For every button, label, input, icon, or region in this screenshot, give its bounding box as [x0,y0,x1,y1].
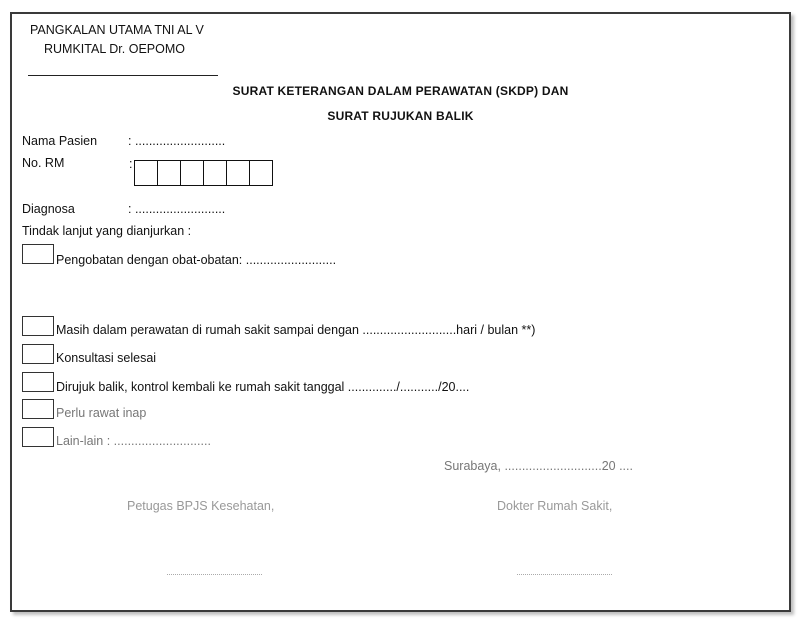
lain-lain-checkbox[interactable] [22,427,54,447]
rm-digit-box[interactable] [250,161,272,185]
dirujuk-checkbox[interactable] [22,372,54,392]
place-date-line: Surabaya, ............................20 .... [444,459,633,473]
dokter-signature-label: Dokter Rumah Sakit, [497,499,613,513]
no-rm-label: No. RM [22,156,65,170]
rawat-inap-option: Perlu rawat inap [56,406,147,420]
header-divider [28,75,218,76]
pengobatan-checkbox[interactable] [22,244,54,264]
rm-digit-box[interactable] [227,161,250,185]
petugas-signature-label: Petugas BPJS Kesehatan, [127,499,275,513]
pengobatan-option: Pengobatan dengan obat-obatan: .......................... [56,253,337,267]
masih-perawatan-checkbox[interactable] [22,316,54,336]
rm-digit-box[interactable] [135,161,158,185]
skdp-form-sheet [10,12,791,612]
nama-pasien-field[interactable]: : .......................... [128,134,226,148]
lain-lain-option: Lain-lain : ............................ [56,434,211,448]
form-title-line1: SURAT KETERANGAN DALAM PERAWATAN (SKDP) DAN [232,84,569,98]
tindak-lanjut-label: Tindak lanjut yang dianjurkan : [22,224,192,238]
no-rm-boxes[interactable] [134,160,273,186]
dokter-signature-line [517,574,612,575]
petugas-signature-line [167,574,262,575]
diagnosa-label: Diagnosa [22,202,75,216]
form-title-line2: SURAT RUJUKAN BALIK [327,109,474,123]
rm-digit-box[interactable] [181,161,204,185]
no-rm-colon: : [129,157,133,171]
header-institution: PANGKALAN UTAMA TNI AL V [30,23,204,37]
masih-perawatan-option: Masih dalam perawatan di rumah sakit sampai dengan ...........................hari / bulan **) [56,323,536,337]
rm-digit-box[interactable] [204,161,227,185]
diagnosa-field[interactable]: : .......................... [128,202,226,216]
konsultasi-option: Konsultasi selesai [56,351,157,365]
dirujuk-option: Dirujuk balik, kontrol kembali ke rumah sakit tanggal ............../.........../20.... [56,380,470,394]
header-hospital: RUMKITAL Dr. OEPOMO [44,42,185,56]
konsultasi-checkbox[interactable] [22,344,54,364]
nama-pasien-label: Nama Pasien [22,134,98,148]
rm-digit-box[interactable] [158,161,181,185]
rawat-inap-checkbox[interactable] [22,399,54,419]
